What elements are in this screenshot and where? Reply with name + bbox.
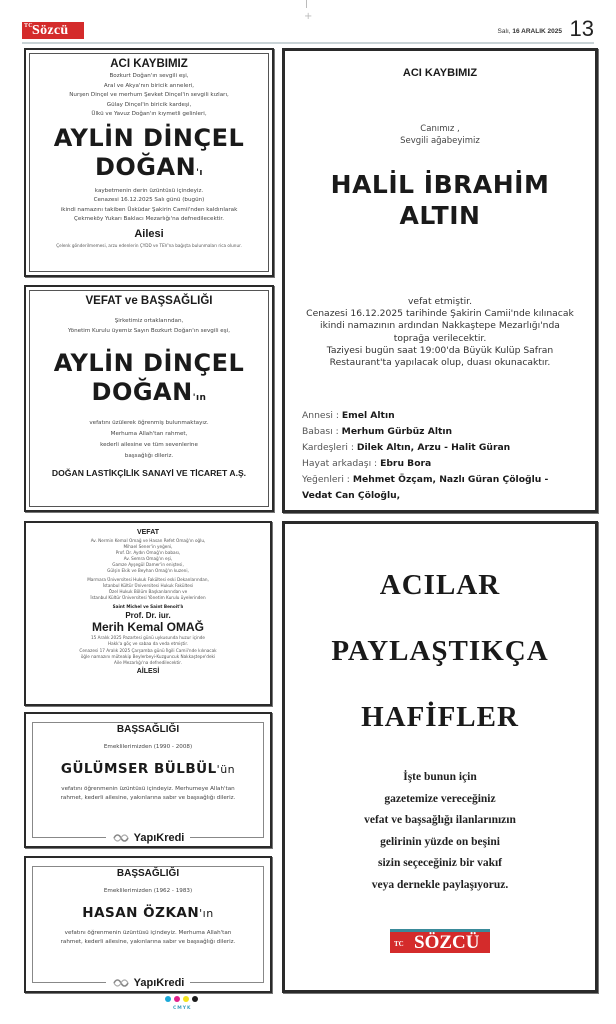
text-line: Hakk'a göç ve sabaa da veda etmiştir.	[107, 641, 188, 646]
body-text	[26, 187, 272, 225]
black-dot	[192, 996, 198, 1002]
name-suffix: 'ı	[196, 167, 204, 178]
issue-date	[498, 28, 562, 35]
signature: AİLESİ	[136, 668, 160, 675]
text-line: Taziyesi bugün saat 19:00'da Büyük Kulüp Safran	[326, 344, 554, 356]
deceased-surname	[26, 378, 272, 412]
subtitle: Emeklilerimizden (1962 - 1983)	[103, 888, 193, 894]
text-line: Nurşen Dinçel ve merhum Şevket Dinçel'in sevgili kızları,	[69, 92, 229, 98]
cmyk-label: CMYK	[173, 1006, 192, 1011]
text-line: Cenazesi 16.12.2025 Salı günü (bugün)	[93, 197, 205, 203]
sponsor-logo	[33, 826, 263, 845]
ad-inner-border	[32, 866, 264, 989]
death-text	[26, 635, 270, 647]
headline-line: PAYLAŞTIKÇA	[331, 635, 549, 667]
ad-title: BAŞSAĞLIĞI	[109, 724, 187, 735]
ad-content	[26, 295, 272, 478]
ad-inner-border	[32, 722, 264, 844]
text-line: Marmara Üniversitesi Hukuk Fakültesi eski Dekanlarından,	[87, 577, 209, 582]
relative-name: Ebru Bora	[380, 458, 432, 469]
funeral-text	[26, 648, 270, 666]
text-line: Ülkü ve Yavuz Doğan'ın kıymetli gelinleri,	[91, 111, 207, 117]
relative-row	[302, 408, 587, 424]
footnote: Çelenk gönderilmemesi, arzu edenlerin ÇYDD ve TEV'na bağışta bulunmaları rica olunur.	[56, 242, 242, 248]
logo-text: Sözcü	[32, 23, 69, 38]
text-line: Canımız ,	[420, 124, 460, 134]
signature: Ailesi	[134, 227, 164, 240]
logo-text: SÖZCÜ	[414, 932, 480, 953]
ad-title-wrap	[33, 861, 263, 880]
name-suffix: 'ün	[216, 762, 236, 776]
deceased-name: AYLİN DİNÇEL	[53, 349, 245, 377]
text-line: vefatını öğrenmenin üzüntüsü içindeyiz. Merhumeye Allah'tan	[61, 785, 235, 792]
text-line: sizin seçeceğiniz bir vakıf	[377, 857, 503, 869]
condolence-aylin-company	[24, 285, 274, 512]
text-line: Cenazesi 17 Aralık 2025 Çarşamba günü İlgili Camii'nde kılınacak	[79, 648, 217, 653]
headline-line: HAFİFLER	[361, 701, 519, 733]
deceased-name: HALİL İBRAHİM	[330, 170, 550, 199]
cyan-dot	[165, 996, 171, 1002]
text-line: Çekmeköy Yukarı Baklacı Mezarlığı'na defnedilecektir.	[74, 216, 224, 222]
registration-mark: +	[304, 11, 313, 22]
relative-row	[302, 424, 587, 440]
school-line: Saint Michel ve Saint Benoit'lı	[112, 604, 184, 609]
text-line: 15 Aralık 2025 Pazartesi günü uykusunda huzur içinde	[91, 635, 205, 640]
relatives-list	[302, 408, 587, 504]
text-line: rahmet, kederli ailesine, yakınlarına sabır ve başsağlığı dileriz.	[60, 794, 236, 801]
relative-row	[302, 440, 587, 456]
deceased-surname	[26, 153, 272, 187]
yellow-dot	[183, 996, 189, 1002]
date-value: 16 ARALIK 2025	[512, 28, 562, 35]
text-line: Şirketimiz ortaklarından,	[114, 318, 184, 324]
text-line: vefatını öğrenmenin üzüntüsü içindeyiz. Merhuma Allah'tan	[64, 929, 232, 936]
page-header	[22, 18, 594, 44]
ad-content	[26, 529, 270, 675]
sozcu-promo-ad	[282, 521, 598, 993]
promo-body	[285, 767, 595, 896]
text-line: Prof. Dr. Aydın Omağ'ın babası,	[115, 550, 181, 555]
text-line: ikindi namazını takiben Üsküdar Şakirin Camii'nden kaldırılarak	[60, 206, 238, 213]
relative-name: Vedat Can Çöloğlu,	[302, 490, 401, 501]
subtitle: Emeklilerimizden (1990 - 2008)	[103, 744, 193, 750]
ad-title: BAŞSAĞLIĞI	[109, 868, 187, 879]
text-line: toprağa verilecektir.	[393, 332, 487, 344]
text-line: vefatını üzülerek öğrenmiş bulunmaktayız.	[89, 420, 209, 426]
condolence-gulumser	[24, 712, 272, 848]
crop-mark	[306, 0, 307, 8]
relative-label: Babası :	[302, 426, 342, 437]
text-line: öğle namazını müteakip Beylerbeyi-Kuzguncuk Nakkaştepe'deki	[80, 654, 216, 659]
text-line: Yönetim Kurulu üyemiz Sayın Bozkurt Doğan'ın sevgili eşi,	[68, 327, 230, 334]
obituary-halil-ibrahim	[282, 48, 598, 513]
body-text	[285, 296, 595, 369]
body-text	[33, 929, 263, 947]
date-day: Salı,	[497, 28, 511, 35]
deceased-name: AYLİN DİNÇEL	[53, 123, 245, 152]
text-line: Av. Semra Omağ'ın eşi,	[123, 556, 173, 561]
magenta-dot	[174, 996, 180, 1002]
ad-title: ACI KAYBIMIZ	[110, 58, 188, 70]
sozcu-logo	[390, 929, 490, 953]
name-text: HASAN ÖZKAN	[82, 904, 200, 921]
headline-line: ACILAR	[379, 569, 501, 601]
signature: DOĞAN LASTİKÇİLİK SANAYİ VE TİCARET A.Ş.	[51, 468, 247, 478]
text-line: rahmet, kederli ailesine, yakınlarına sabır ve başsağlığı dileriz.	[60, 938, 236, 945]
surname-text: DOĞAN	[91, 378, 193, 406]
text-line: Cenazesi 16.12.2025 tarihinde Şakirin Camii'nde kılınacak	[306, 308, 574, 320]
sozcu-logo	[22, 22, 84, 39]
sponsor-name: YapıKredi	[133, 832, 185, 844]
surname-text: DOĞAN	[94, 152, 197, 181]
text-line: Av. Nermin Kemal Omağ ve Hasan Refet Omağ'ın oğlu,	[90, 538, 206, 543]
relative-label: Annesi :	[302, 410, 342, 421]
yapikredi-logo-icon	[112, 978, 132, 988]
text-line: Gamze Ayşegül Damer'in eniştesi,	[112, 562, 184, 567]
text-line: İşte bunun için	[403, 771, 477, 783]
condolence-hasan	[24, 856, 272, 993]
relative-row	[302, 456, 587, 472]
text-line: İstanbul Kültür Üniversitesi Hukuk Fakültesi	[102, 583, 194, 588]
text-line: Mihael Sener'in yeğeni,	[123, 544, 173, 549]
text-line: Gülay Dinçel'in biricik kardeşi,	[106, 101, 192, 108]
text-line: kederli ailesine ve tüm sevenlerine	[100, 442, 198, 448]
ad-content	[285, 67, 595, 231]
ad-title: VEFAT	[136, 529, 160, 536]
yapikredi-logo-icon	[112, 833, 132, 843]
intro-text	[26, 538, 270, 574]
ad-title: VEFAT ve BAŞSAĞLIĞI	[85, 295, 213, 307]
text-line: gazetemize vereceğiniz	[384, 792, 496, 805]
text-line: Merhuma Allah'tan rahmet,	[110, 431, 188, 437]
text-line: başsağlığı dileriz.	[124, 453, 174, 459]
relative-row	[302, 488, 587, 504]
text-line: gelirinin yüzde on beşini	[380, 835, 500, 848]
body-text	[26, 418, 272, 462]
ad-title: ACI KAYBIMIZ	[402, 67, 478, 79]
name-suffix: 'ın	[192, 393, 207, 403]
deceased-surname: ALTIN	[399, 201, 481, 230]
promo-headline	[285, 552, 595, 750]
text-line: vefat etmiştir.	[407, 296, 473, 307]
ad-content	[26, 58, 272, 249]
text-line: veya dernekle paylaşıyoruz.	[371, 878, 509, 891]
relative-name: Emel Altın	[341, 410, 395, 421]
obituary-aylin-family	[24, 48, 274, 277]
intro-text	[285, 123, 595, 147]
relative-row	[302, 472, 587, 488]
relative-name: Merhum Gürbüz Altın	[341, 426, 453, 437]
name-text: GÜLÜMSER BÜLBÜL	[60, 760, 217, 777]
text-line: Restaurant'ta yapılacak olup, duası okunacaktır.	[329, 357, 551, 369]
intro-text	[26, 72, 272, 120]
cmyk-registration	[165, 996, 205, 1016]
career-text	[26, 577, 270, 601]
logo-prefix: TC	[394, 940, 404, 948]
text-line: Bozkurt Doğan'ın sevgili eşi,	[109, 73, 189, 79]
name-suffix: 'ın	[199, 906, 214, 920]
text-line: Özel Hukuk Bölüm Başkanlarından ve	[108, 589, 188, 594]
relative-name: Mehmet Özçam, Nazlı Güran Çöloğlu -	[352, 474, 549, 485]
deceased-name: Merih Kemal OMAĞ	[91, 620, 205, 634]
relative-label: Hayat arkadaşı :	[302, 458, 381, 469]
academic-title: Prof. Dr. iur.	[125, 611, 171, 620]
relative-label: Yeğenleri :	[302, 474, 353, 485]
sponsor-name: YapıKredi	[133, 977, 185, 989]
relative-name: Dilek Altın, Arzu - Halit Güran	[356, 442, 511, 453]
deceased-name	[33, 761, 263, 777]
header-rule	[22, 42, 594, 44]
text-line: ikindi namazının ardından Nakkaştepe Mezarlığı'nda	[320, 320, 560, 332]
obituary-merih-omag	[24, 521, 272, 706]
text-line: Sevgili ağabeyimiz	[400, 136, 480, 146]
sozcu-logo-wrap	[285, 929, 595, 953]
relative-label: Kardeşleri :	[302, 442, 357, 453]
text-line: kaybetmenin derin üzüntüsü içindeyiz.	[94, 187, 204, 194]
ad-title-wrap	[33, 717, 263, 736]
text-line: Aral ve Akya'nın biricik anneleri,	[103, 82, 195, 89]
sponsor-logo	[33, 971, 263, 990]
text-line: Gülşin Ekik ve Beyhan Omağ'ın kuzeni,	[107, 568, 189, 573]
text-line: Aile Mezarlığı'na defnedilecektir.	[114, 660, 182, 665]
page-number: 13	[569, 16, 594, 41]
logo-prefix: TC	[24, 23, 33, 29]
body-text	[33, 785, 263, 803]
text-line: vefat ve başsağlığı ilanlarınızın	[364, 814, 516, 826]
deceased-name	[33, 905, 263, 921]
text-line: İstanbul Kültür Üniversitesi Yönetim Kurulu üyelerinden	[90, 595, 206, 600]
intro-text	[26, 317, 272, 336]
